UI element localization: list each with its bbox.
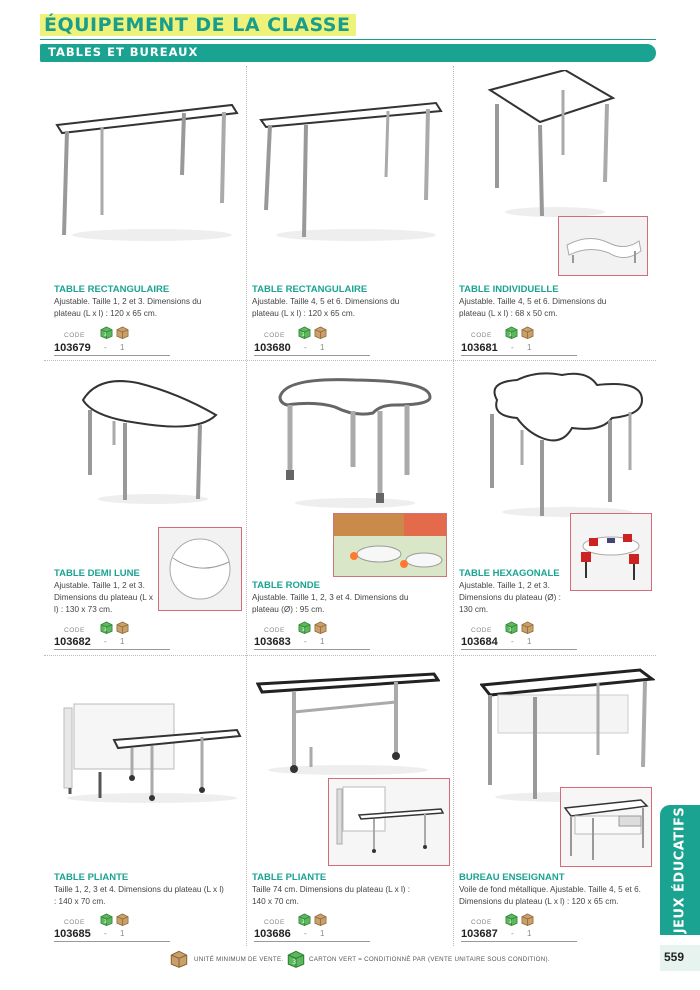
code-row [254,342,370,356]
packaging-icons [505,326,534,339]
code-label: CODE [64,627,85,634]
green-carton-icon [505,326,518,339]
product-description: Ajustable. Taille 1, 2, 3 et 4. Dimensions du plateau (Ø) : 95 cm. [252,593,409,614]
product-title: TABLE HEXAGONALE [459,568,560,579]
green-carton-icon [100,913,113,926]
section-bar [40,44,656,62]
product-code: 103687 [461,928,498,940]
min-quantity: 1 [320,637,325,646]
code-label: CODE [471,627,492,634]
code-label: CODE [64,332,85,339]
row-divider [44,360,656,361]
product-description: Voile de fond métallique. Ajustable. Taille 4, 5 et 6. Dimensions du plateau (L x l) : 120 x 65 cm. [459,885,641,906]
product-title: TABLE PLIANTE [54,872,129,883]
min-quantity: 1 [120,637,125,646]
product-code: 103684 [461,636,498,648]
packaging-icons [298,621,327,634]
brown-box-icon [314,621,327,634]
packaging-icons [100,913,129,926]
code-label: CODE [471,919,492,926]
product-code: 103681 [461,342,498,354]
product-code: 103686 [254,928,291,940]
product-code: 103680 [254,342,291,354]
product-title: TABLE PLIANTE [252,872,327,883]
code-row [54,928,170,942]
code-label: CODE [264,627,285,634]
code-separator: - [304,637,307,646]
teacher-desk-image [480,665,655,805]
green-carton-icon [298,326,311,339]
product-description: Taille 1, 2, 3 et 4. Dimensions du plateau (L x l) : 140 x 70 cm. [54,885,224,906]
green-carton-icon [100,621,113,634]
product-description: Ajustable. Taille 1, 2 et 3. Dimensions du plateau (L x l) : 120 x 65 cm. [54,297,202,318]
table-individual-image [485,70,620,220]
product-title: TABLE INDIVIDUELLE [459,284,559,295]
green-carton-icon [298,621,311,634]
code-row [461,928,577,942]
code-separator: - [511,343,514,352]
inset-photo [558,216,648,276]
table-half-moon-image [78,375,218,505]
product-description: Ajustable. Taille 1, 2 et 3. Dimensions du plateau (Ø) : 130 cm. [459,581,561,614]
table-rectangular-image [52,95,242,245]
brown-box-icon [521,326,534,339]
brown-box-icon [314,326,327,339]
code-separator: - [104,929,107,938]
code-separator: - [511,637,514,646]
packaging-icons [298,913,327,926]
code-separator: - [104,343,107,352]
product-code: 103683 [254,636,291,648]
footer-carton-vert: CARTON VERT = CONDITIONNÉ PAR (VENTE UNITAIRE SOUS CONDITION). [309,956,550,963]
row-divider [44,655,656,656]
column-divider [453,66,454,946]
product-description: Ajustable. Taille 1, 2 et 3. Dimensions du plateau (L x l) : 130 x 73 cm. [54,581,153,614]
packaging-icons [100,621,129,634]
code-row [254,928,370,942]
product-title: TABLE DEMI LUNE [54,568,140,579]
product-code: 103685 [54,928,91,940]
code-row [254,636,370,650]
product-code: 103679 [54,342,91,354]
product-description: Taille 74 cm. Dimensions du plateau (L x l) : 140 x 70 cm. [252,885,411,906]
brown-box-icon [314,913,327,926]
brown-box-icon [170,950,188,968]
green-carton-icon [298,913,311,926]
table-round-image [275,375,435,510]
min-quantity: 1 [527,929,532,938]
code-label: CODE [471,332,492,339]
code-row [461,342,577,356]
min-quantity: 1 [120,929,125,938]
packaging-icons [505,913,534,926]
brown-box-icon [116,621,129,634]
inset-photo [560,787,652,867]
column-divider [246,66,247,946]
green-carton-icon [287,950,305,968]
code-label: CODE [264,332,285,339]
page-number: 559 [664,950,685,964]
product-description: Ajustable. Taille 4, 5 et 6. Dimensions du plateau (L x l) : 68 x 50 cm. [459,297,607,318]
brown-box-icon [521,913,534,926]
product-description: Ajustable. Taille 4, 5 et 6. Dimensions du plateau (L x l) : 120 x 65 cm. [252,297,400,318]
side-tab-label: JEUX ÉDUCATIFS [672,806,688,934]
brown-box-icon [116,326,129,339]
brown-box-icon [116,913,129,926]
table-folding-image [256,672,440,777]
code-row [54,342,170,356]
page-number-box [660,945,700,971]
green-carton-icon [505,621,518,634]
product-title: TABLE RECTANGULAIRE [54,284,170,295]
inset-photo [570,513,652,591]
title-rule [40,39,656,40]
inset-photo [158,527,242,611]
side-tab [660,805,700,935]
section-title: TABLES ET BUREAUX [48,45,199,59]
code-label: CODE [64,919,85,926]
min-quantity: 1 [527,343,532,352]
green-carton-icon [505,913,518,926]
code-row [54,636,170,650]
min-quantity: 1 [320,343,325,352]
footer-unit-min: UNITÉ MINIMUM DE VENTE. [194,956,284,963]
product-title: TABLE RECTANGULAIRE [252,284,368,295]
min-quantity: 1 [320,929,325,938]
product-title: TABLE RONDE [252,580,320,591]
table-hexagonal-image [482,370,650,520]
packaging-icons [505,621,534,634]
inset-photo [333,513,447,577]
min-quantity: 1 [527,637,532,646]
packaging-icons [100,326,129,339]
packaging-icons [298,326,327,339]
code-separator: - [304,929,307,938]
code-label: CODE [264,919,285,926]
green-carton-icon [100,326,113,339]
min-quantity: 1 [120,343,125,352]
table-folding-image [52,690,244,805]
code-row [461,636,577,650]
product-title: BUREAU ENSEIGNANT [459,872,565,883]
inset-photo [328,778,450,866]
code-separator: - [304,343,307,352]
product-code: 103682 [54,636,91,648]
code-separator: - [511,929,514,938]
code-separator: - [104,637,107,646]
table-rectangular-image [256,95,446,245]
brown-box-icon [521,621,534,634]
page-title: ÉQUIPEMENT DE LA CLASSE [40,14,356,36]
